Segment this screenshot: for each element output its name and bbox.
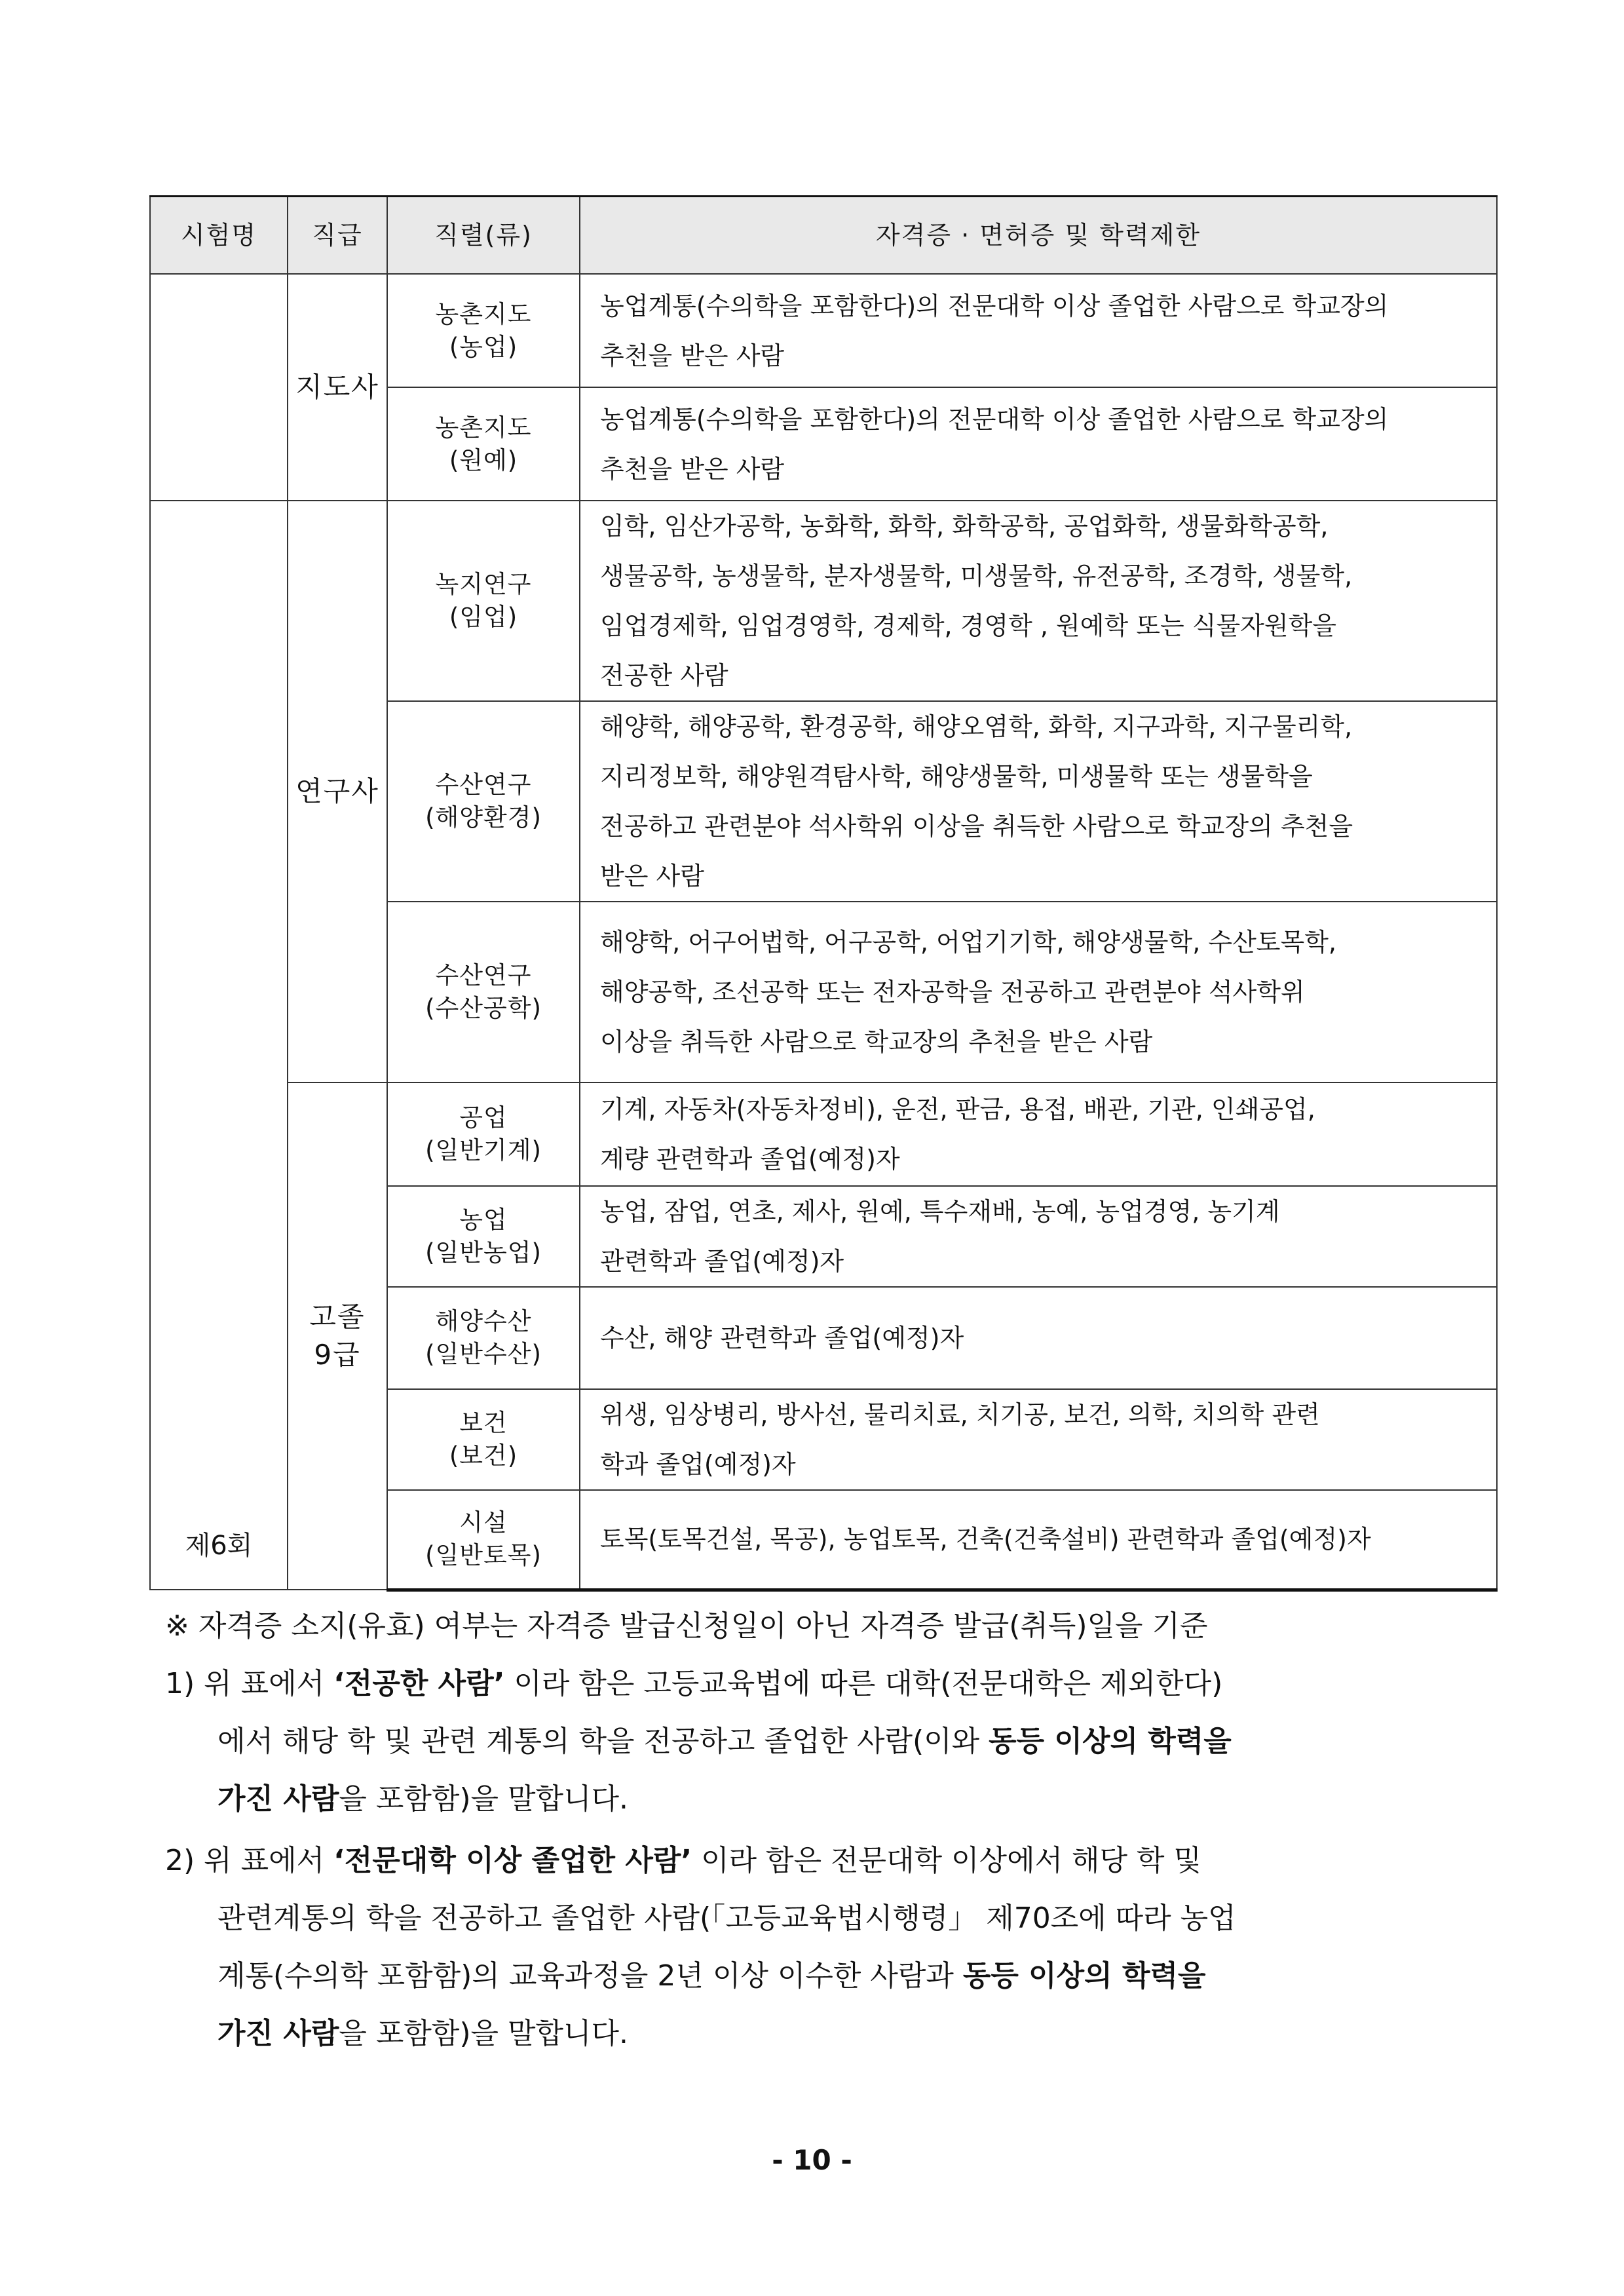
note-2-line-1: 2) 위 표에서 ‘전문대학 이상 졸업한 사람’ 이라 함은 전문대학 이상에서 해당 학 및 xyxy=(165,1844,1202,1877)
series-cell: 시설 (일반토목) xyxy=(387,1490,580,1590)
note-2-line-4: 가진 사람을 포함함)을 말합니다. xyxy=(217,2017,629,2050)
series-cell: 농업 (일반농업) xyxy=(387,1186,580,1287)
note-1-line-1: 1) 위 표에서 ‘전공한 사람’ 이라 함은 고등교육법에 따른 대학(전문대학은 제외한다) xyxy=(165,1667,1223,1700)
table-row xyxy=(150,501,1497,701)
requirement-cell: 농업, 잠업, 연초, 제사, 원예, 특수재배, 농예, 농업경영, 농기계 관련학과 졸업(예정)자 xyxy=(580,1186,1497,1287)
series-cell: 보건 (보건) xyxy=(387,1389,580,1490)
series-cell: 농촌지도 (원예) xyxy=(387,387,580,501)
series-cell: 수산연구 (해양환경) xyxy=(387,701,580,902)
requirement-cell: 토목(토목건설, 목공), 농업토목, 건축(건축설비) 관련학과 졸업(예정)자 xyxy=(580,1490,1497,1590)
exam-name-blank-cell xyxy=(150,274,288,501)
series-cell: 농촌지도 (농업) xyxy=(387,274,580,387)
requirement-cell: 농업계통(수의학을 포함한다)의 전문대학 이상 졸업한 사람으로 학교장의 추천을 받은 사람 xyxy=(580,274,1497,387)
requirement-cell: 임학, 임산가공학, 농화학, 화학, 화학공학, 공업화학, 생물화학공학, 생물공학, 농생물학, 분자생물학, 미생물학, 유전공학, 조경학, 생물학, 임업경제학, 임업경영학, 경제학, 경영학 , 원예학 또는 식물자원학을 전공한 사람 xyxy=(580,501,1497,701)
requirement-cell: 위생, 임상병리, 방사선, 물리치료, 치기공, 보건, 의학, 치의학 관련 학과 졸업(예정)자 xyxy=(580,1389,1497,1490)
table-row xyxy=(150,1082,1497,1186)
table-row xyxy=(150,274,1497,387)
table-header-row xyxy=(150,197,1497,275)
series-cell: 녹지연구 (임업) xyxy=(387,501,580,701)
exam-name-cell: 제6회 xyxy=(150,501,288,1590)
series-cell: 공업 (일반기계) xyxy=(387,1082,580,1186)
requirement-cell: 농업계통(수의학을 포함한다)의 전문대학 이상 졸업한 사람으로 학교장의 추천을 받은 사람 xyxy=(580,387,1497,501)
rank-guide: 지도사 xyxy=(288,274,387,501)
header-series: 직렬(류) xyxy=(387,197,580,275)
note-1-line-2: 에서 해당 학 및 관련 계통의 학을 전공하고 졸업한 사람(이와 동등 이상의 학력을 xyxy=(217,1725,1232,1758)
series-cell: 수산연구 (수산공학) xyxy=(387,902,580,1082)
note-1-line-3: 가진 사람을 포함함)을 말합니다. xyxy=(217,1782,629,1816)
note-2-line-3: 계통(수의학 포함함)의 교육과정을 2년 이상 이수한 사람과 동등 이상의 학력을 xyxy=(217,1959,1206,1993)
note-2-line-2: 관련계통의 학을 전공하고 졸업한 사람(「고등교육법시행령」 제70조에 따라 농업 xyxy=(217,1902,1236,1935)
qualification-table xyxy=(149,195,1498,1592)
rank-highschool: 고졸 9급 xyxy=(288,1082,387,1590)
requirement-cell: 해양학, 해양공학, 환경공학, 해양오염학, 화학, 지구과학, 지구물리학, 지리정보학, 해양원격탐사학, 해양생물학, 미생물학 또는 생물학을 전공하고 관련분야 석사학위 이상을 취득한 사람으로 학교장의 추천을 받은 사람 xyxy=(580,701,1497,902)
requirement-cell: 기계, 자동차(자동차정비), 운전, 판금, 용접, 배관, 기관, 인쇄공업, 계량 관련학과 졸업(예정)자 xyxy=(580,1082,1497,1186)
rank-research: 연구사 xyxy=(288,501,387,1082)
header-rank: 직급 xyxy=(288,197,387,275)
requirement-cell: 해양학, 어구어법학, 어구공학, 어업기기학, 해양생물학, 수산토목학, 해양공학, 조선공학 또는 전자공학을 전공하고 관련분야 석사학위 이상을 취득한 사람으로 학교장의 추천을 받은 사람 xyxy=(580,902,1497,1082)
page-number: - 10 - xyxy=(772,2144,852,2176)
requirement-cell: 수산, 해양 관련학과 졸업(예정)자 xyxy=(580,1287,1497,1389)
notes-section xyxy=(165,1598,1495,2063)
series-cell: 해양수산 (일반수산) xyxy=(387,1287,580,1389)
header-requirement: 자격증 · 면허증 및 학력제한 xyxy=(580,197,1497,275)
header-exam-name: 시험명 xyxy=(150,197,288,275)
note-1-term: ‘전공한 사람’ xyxy=(333,1667,505,1700)
note-2-term: ‘전문대학 이상 졸업한 사람’ xyxy=(333,1844,692,1877)
remark-note: ※ 자격증 소지(유효) 여부는 자격증 발급신청일이 아닌 자격증 발급(취득)일을 기준 xyxy=(165,1609,1208,1643)
